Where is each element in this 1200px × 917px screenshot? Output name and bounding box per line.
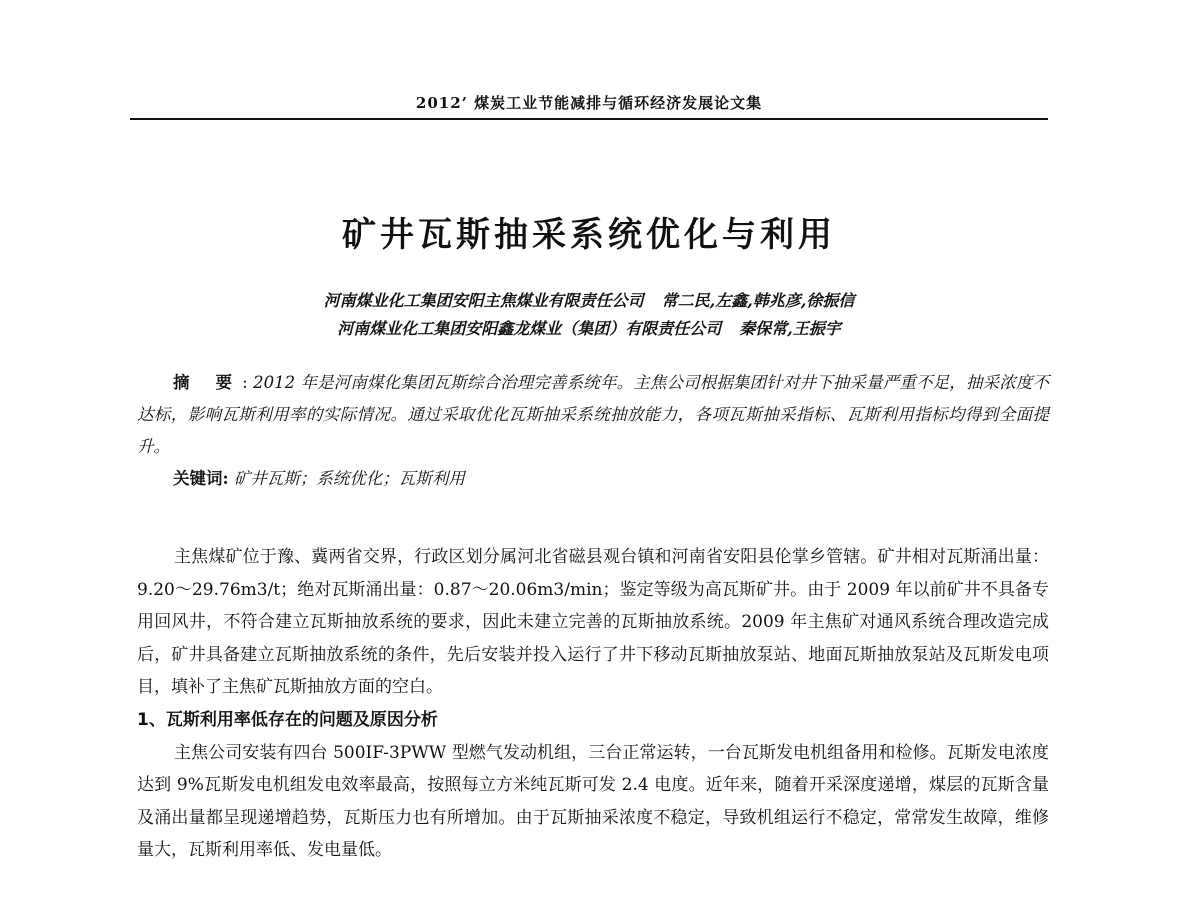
affiliation-authors: 秦保常,王振宇 — [739, 319, 841, 338]
header-rule — [130, 118, 1048, 120]
affiliation-org: 河南煤业化工集团安阳鑫龙煤业（集团）有限责任公司 — [337, 319, 722, 338]
section-heading: 1、瓦斯利用率低存在的问题及原因分析 — [137, 709, 438, 730]
paper-title: 矿井瓦斯抽采系统优化与利用 — [342, 215, 836, 255]
affiliation-org: 河南煤业化工集团安阳主焦煤业有限责任公司 — [323, 291, 644, 310]
keywords-line — [137, 463, 1049, 495]
running-header: 2012’ 煤炭工业节能减排与循环经济发展论文集 — [415, 94, 763, 112]
keywords-text: 矿井瓦斯；系统优化；瓦斯利用 — [233, 469, 465, 488]
abstract-block — [137, 367, 1049, 495]
abstract-label: 摘 要 — [173, 373, 243, 392]
body-text — [137, 541, 1049, 867]
section-paragraph: 主焦公司安装有四台 500IF-3PWW 型燃气发动机组，三台正常运转，一台瓦斯发电机组备用和检修。瓦斯发电浓度达到 9%瓦斯发电机组发电效率最高，按照每立方米纯瓦斯可发 2.4 电度。近年来，随着开采深度递增，煤层的瓦斯含量及涌出量都呈现递增趋势，瓦斯压力也有所增加。由于瓦斯抽采浓度不稳定，导致机组运行不稳定，常常发生故障，维修量大，瓦斯利用率低、发电量低。 — [137, 742, 1049, 861]
affiliation-authors: 常二民,左鑫,韩兆彦,徐振信 — [661, 291, 855, 310]
affiliations — [130, 287, 1048, 343]
abstract-separator: : — [242, 373, 248, 392]
abstract-paragraph — [137, 367, 1049, 463]
abstract-text: 2012 年是河南煤化集团瓦斯综合治理完善系统年。主焦公司根据集团针对井下抽采量严重不足，抽采浓度不达标，影响瓦斯利用率的实际情况。通过采取优化瓦斯抽采系统抽放能力，各项瓦斯抽采指标、瓦斯利用指标均得到全面提升。 — [137, 373, 1049, 456]
keywords-label: 关键词: — [173, 469, 229, 488]
affiliation-line-2 — [130, 315, 1048, 343]
intro-paragraph: 主焦煤矿位于豫、冀两省交界，行政区划分属河北省磁县观台镇和河南省安阳县伦掌乡管辖。矿井相对瓦斯涌出量：9.20～29.76m3/t；绝对瓦斯涌出量：0.87～20.06m3/min；鉴定等级为高瓦斯矿井。由于 2009 年以前矿井不具备专用回风井，不符合建立瓦斯抽放系统的要求，因此未建立完善的瓦斯抽放系统。2009 年主焦矿对通风系统合理改造完成后，矿井具备建立瓦斯抽放系统的条件，先后安装并投入运行了井下移动瓦斯抽放泵站、地面瓦斯抽放泵站及瓦斯发电项目，填补了主焦矿瓦斯抽放方面的空白。 — [137, 547, 1049, 698]
affiliation-line-1 — [130, 287, 1048, 315]
